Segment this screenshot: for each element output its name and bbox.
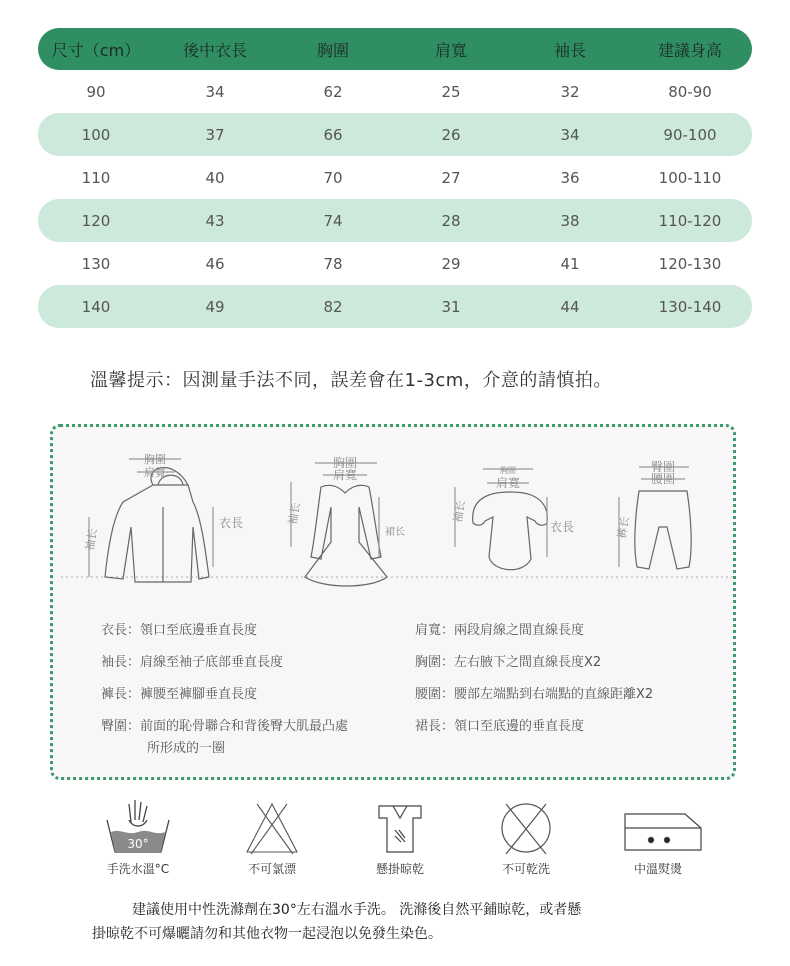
header-back-length: 後中衣長 [182,40,248,60]
garment-figures [53,427,739,597]
table-cell: 34 [560,125,580,144]
table-cell: 100-110 [658,168,722,187]
table-cell: 90-100 [663,125,717,144]
wash-temp-label: 30° [127,837,149,851]
table-cell: 66 [323,125,343,144]
definition-skirt: 裙長：領口至底邊的垂直長度 [415,719,585,734]
table-cell: 46 [205,254,225,273]
table-cell: 62 [323,82,343,101]
dress-sleeve-label: 袖长 [286,501,303,526]
no-bleach-icon [227,798,317,856]
care-label-hang-dry: 懸掛晾乾 [375,862,424,876]
hand-wash-icon [93,798,183,856]
table-cell: 90 [86,82,106,101]
romper-figure [450,465,574,570]
table-cell: 40 [205,168,225,187]
pants-leg-label: 裤长 [615,515,632,540]
care-no-bleach [212,798,332,877]
table-cell: 31 [441,297,461,316]
table-cell: 34 [205,82,225,101]
definition-length: 衣長：領口至底邊垂直長度 [101,623,258,638]
care-hand-wash [78,798,198,877]
romper-length-label: 衣長 [550,520,575,534]
medium-iron-icon [613,798,703,856]
definition-pants-length: 褲長：褲腰至褲腳垂直長度 [101,687,258,702]
table-cell: 41 [560,254,580,273]
romper-shoulder-label: 肩寬 [495,476,521,490]
jacket-shoulder-label: 肩寬 [144,466,166,479]
hang-dry-icon [355,798,445,856]
header-sleeve: 袖長 [553,40,587,60]
care-hang-dry [340,798,460,877]
no-dry-clean-icon [481,798,571,856]
definition-hip-cont: 所形成的一圈 [147,741,226,756]
table-cell: 120 [81,211,111,230]
table-cell: 37 [205,125,225,144]
care-label-no-dry-clean: 不可乾洗 [501,862,550,876]
table-row [38,70,752,113]
care-note-line-2: 掛晾乾不可爆曬請勿和其他衣物一起浸泡以免發生染色。 [92,926,442,942]
header-size: 尺寸（cm） [51,40,141,60]
definition-sleeve: 袖長：肩線至袖子底部垂直長度 [101,655,284,670]
measurement-guide [50,424,736,780]
dress-chest-label: 胸圍 [332,456,358,470]
header-shoulder: 肩寬 [434,40,468,60]
table-cell: 110 [81,168,111,187]
table-cell: 120-130 [658,254,722,273]
table-cell: 74 [323,211,343,230]
table-cell: 78 [323,254,343,273]
dress-skirt-label: 裙长 [385,527,405,538]
table-cell: 27 [441,168,461,187]
table-cell: 28 [441,211,461,230]
pants-waist-label: 腰圍 [650,472,676,486]
definition-chest: 胸圍：左右腋下之間直線長度X2 [415,655,602,670]
table-row [38,156,752,199]
care-label-hand-wash: 手洗水溫°C [106,862,170,876]
table-cell: 140 [81,297,111,316]
header-height: 建議身高 [657,40,723,60]
definition-hip: 臀圍：前面的恥骨聯合和背後臀大肌最凸處 [101,719,349,734]
table-cell: 70 [323,168,343,187]
table-cell: 130-140 [658,297,722,316]
table-cell: 36 [560,168,580,187]
measurement-tip: 溫馨提示：因測量手法不同，誤差會在1-3cm，介意的請慎拍。 [90,370,612,391]
table-cell: 29 [441,254,461,273]
jacket-length-label: 衣長 [219,516,244,530]
care-medium-iron [598,798,718,877]
jacket-sleeve-label: 袖长 [83,527,100,552]
care-note-line-1: 建議使用中性洗滌劑在30°左右溫水手洗。 洗滌後自然平鋪晾乾，或者懸 [132,902,582,918]
jacket-figure [82,452,243,582]
romper-chest-label: 胸圍 [500,466,516,475]
size-table [38,28,752,328]
header-chest: 胸圍 [316,40,350,60]
table-cell: 44 [560,297,580,316]
table-cell: 32 [560,82,580,101]
care-label-medium-iron: 中溫熨燙 [633,862,682,876]
pants-hip-label: 臀圍 [650,460,676,474]
table-header [38,28,752,70]
table-cell: 82 [323,297,343,316]
care-note [92,898,692,946]
table-cell: 80-90 [668,82,712,101]
table-cell: 38 [560,211,580,230]
jacket-chest-label: 胸圍 [144,453,166,466]
table-row [38,285,752,328]
definition-waist: 腰圍：腰部左端點到右端點的直線距離X2 [415,687,654,702]
table-cell: 110-120 [658,211,722,230]
pants-figure [614,460,691,569]
table-cell: 26 [441,125,461,144]
table-cell: 130 [81,254,111,273]
table-cell: 25 [441,82,461,101]
table-row [38,242,752,285]
table-cell: 49 [205,297,225,316]
care-no-dry-clean [466,798,586,877]
dress-figure [285,455,405,586]
table-cell: 43 [205,211,225,230]
table-row [38,199,752,242]
romper-sleeve-label: 袖长 [451,499,468,524]
care-instructions [0,798,790,888]
table-row [38,113,752,156]
care-label-no-bleach: 不可氯漂 [247,862,296,876]
definition-shoulder: 肩寬：兩段肩線之間直線長度 [415,623,585,638]
table-cell: 100 [81,125,111,144]
dress-shoulder-label: 肩寬 [332,468,358,482]
